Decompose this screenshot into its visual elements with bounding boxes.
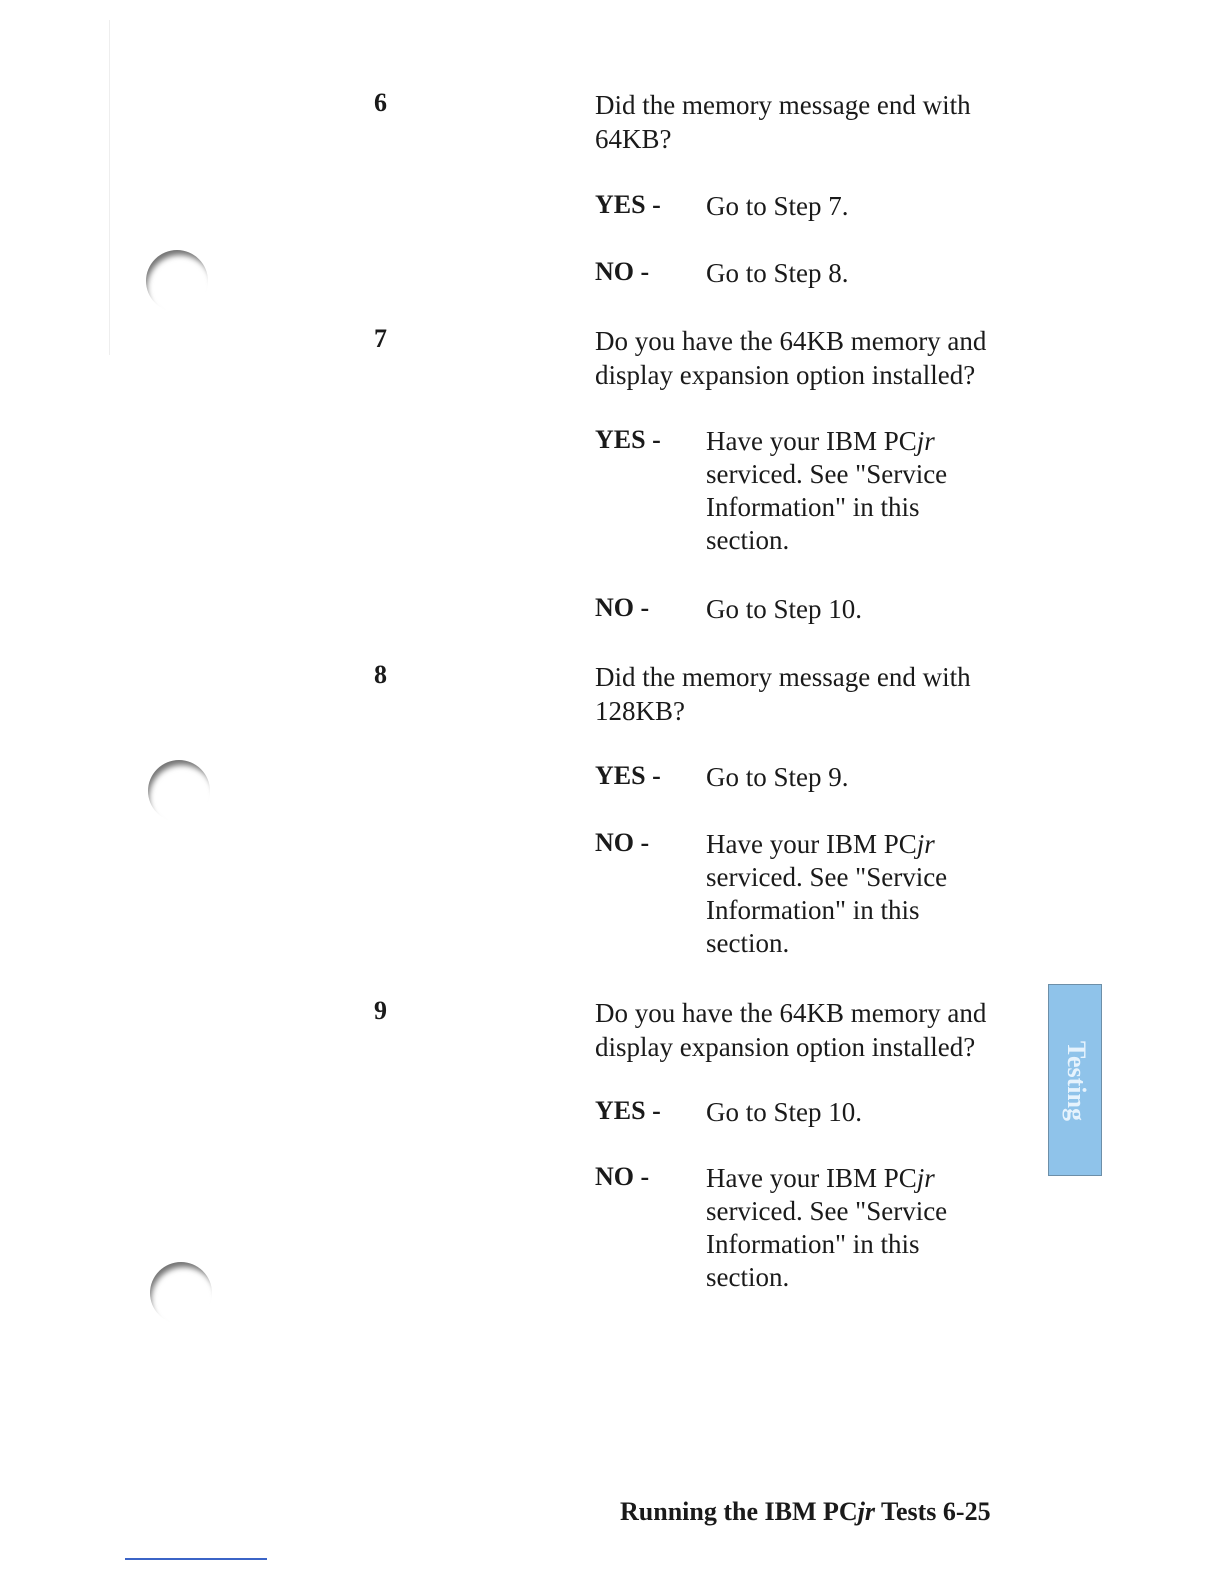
gutter-line bbox=[109, 20, 110, 355]
no-label: NO - bbox=[595, 593, 650, 622]
yes-label: YES - bbox=[595, 761, 661, 790]
yes-answer: Go to Step 9. bbox=[706, 762, 849, 792]
step-question: Do you have the 64KB memory and display expansion option installed? bbox=[595, 998, 987, 1062]
step-number: 9 bbox=[374, 996, 387, 1025]
no-answer: Have your IBM PCjr serviced. See "Service Information" in this section. bbox=[706, 829, 948, 958]
binder-hole bbox=[148, 760, 210, 822]
yes-answer: Have your IBM PCjr serviced. See "Service Information" in this section. bbox=[706, 426, 948, 555]
section-tab-label: Testing bbox=[1062, 1041, 1091, 1121]
page-footer: Running the IBM PCjr Tests 6-25 bbox=[620, 1497, 991, 1526]
bottom-rule bbox=[125, 1558, 267, 1560]
step-question: Did the memory message end with 64KB? bbox=[595, 90, 971, 154]
yes-label: YES - bbox=[595, 1096, 661, 1125]
yes-label: YES - bbox=[595, 190, 661, 219]
no-label: NO - bbox=[595, 1162, 650, 1191]
no-label: NO - bbox=[595, 828, 650, 857]
no-answer: Go to Step 10. bbox=[706, 594, 863, 624]
no-label: NO - bbox=[595, 257, 650, 286]
yes-label: YES - bbox=[595, 425, 661, 454]
yes-answer: Go to Step 10. bbox=[706, 1097, 863, 1127]
step-number: 8 bbox=[374, 660, 387, 689]
binder-hole bbox=[150, 1262, 212, 1324]
no-answer: Have your IBM PCjr serviced. See "Service Information" in this section. bbox=[706, 1163, 948, 1292]
step-question: Did the memory message end with 128KB? bbox=[595, 662, 971, 726]
step-number: 6 bbox=[374, 88, 387, 117]
step-question: Do you have the 64KB memory and display expansion option installed? bbox=[595, 326, 987, 390]
no-answer: Go to Step 8. bbox=[706, 258, 849, 288]
binder-hole bbox=[146, 250, 208, 312]
page-number: 6-25 bbox=[942, 1497, 991, 1526]
step-number: 7 bbox=[374, 324, 387, 353]
yes-answer: Go to Step 7. bbox=[706, 191, 849, 221]
section-tab bbox=[1048, 984, 1102, 1176]
